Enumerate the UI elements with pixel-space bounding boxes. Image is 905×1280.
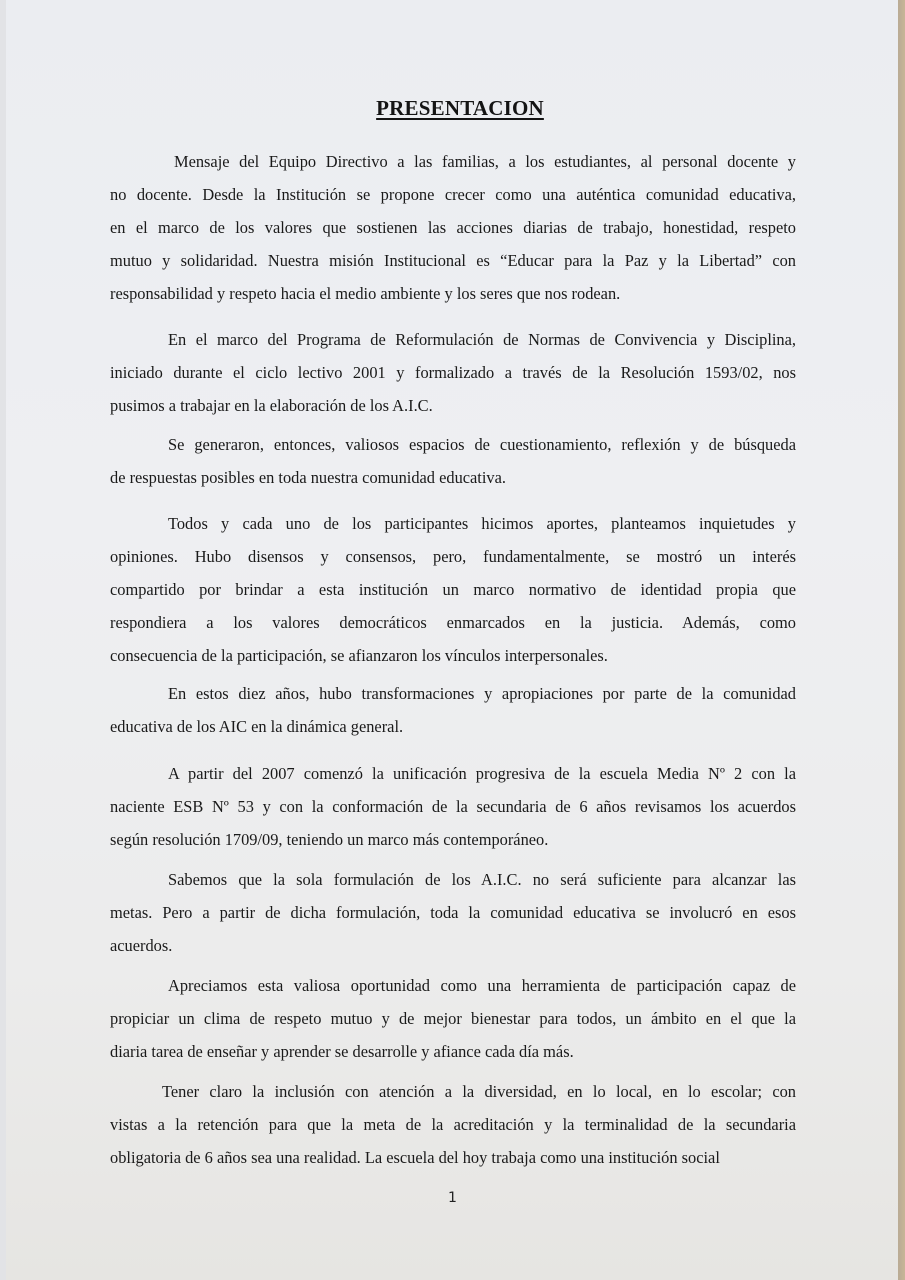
paragraph-line: Todos y cada uno de los participantes hicimos aportes, planteamos inquietudes y	[168, 514, 796, 533]
paragraph-line: de respuestas posibles en toda nuestra comunidad educativa.	[110, 468, 506, 487]
paragraph-line: propiciar un clima de respeto mutuo y de mejor bienestar para todos, un ámbito en el que la	[110, 1009, 796, 1028]
paragraph-line: Apreciamos esta valiosa oportunidad como una herramienta de participación capaz de	[168, 976, 796, 995]
paragraph	[110, 323, 796, 422]
paragraph-line: Se generaron, entonces, valiosos espacios de cuestionamiento, reflexión y de búsqueda	[168, 435, 796, 454]
paragraph	[110, 863, 796, 962]
paragraph-line: A partir del 2007 comenzó la unificación progresiva de la escuela Media Nº 2 con la	[168, 764, 796, 783]
paragraph	[110, 428, 796, 494]
paragraph-line: no docente. Desde la Institución se propone crecer como una auténtica comunidad educativa,	[110, 185, 796, 204]
page-title: PRESENTACION	[376, 96, 544, 120]
page-right-edge	[898, 0, 905, 1280]
paragraph-line: Mensaje del Equipo Directivo a las familias, a los estudiantes, al personal docente y	[174, 152, 796, 171]
paragraph-line: mutuo y solidaridad. Nuestra misión Institucional es “Educar para la Paz y la Libertad” con	[110, 251, 796, 270]
paragraph	[110, 969, 796, 1068]
paragraph-line: obligatoria de 6 años sea una realidad. La escuela del hoy trabaja como una institución social	[110, 1148, 720, 1167]
paragraph-line: iniciado durante el ciclo lectivo 2001 y formalizado a través de la Resolución 1593/02, nos	[110, 363, 796, 382]
paragraph-line: naciente ESB Nº 53 y con la conformación de la secundaria de 6 años revisamos los acuerdos	[110, 797, 796, 816]
paragraph	[110, 1075, 796, 1174]
paragraph-line: respondiera a los valores democráticos enmarcados en la justicia. Además, como	[110, 613, 796, 632]
paragraph-line: acuerdos.	[110, 936, 173, 955]
page-number: 1	[448, 1190, 457, 1206]
paragraph	[110, 507, 796, 672]
paragraph-line: metas. Pero a partir de dicha formulación, toda la comunidad educativa se involucró en esos	[110, 903, 796, 922]
paragraph-line: diaria tarea de enseñar y aprender se desarrolle y afiance cada día más.	[110, 1042, 574, 1061]
paragraph-line: Tener claro la inclusión con atención a la diversidad, en lo local, en lo escolar; con	[162, 1082, 796, 1101]
paragraph-line: según resolución 1709/09, teniendo un marco más contemporáneo.	[110, 830, 549, 849]
paragraph-line: en el marco de los valores que sostienen las acciones diarias de trabajo, honestidad, respeto	[110, 218, 796, 237]
paragraph	[110, 145, 796, 310]
paragraph-line: En el marco del Programa de Reformulación de Normas de Convivencia y Disciplina,	[168, 330, 796, 349]
paragraph-line: vistas a la retención para que la meta de la acreditación y la terminalidad de la secundaria	[110, 1115, 796, 1134]
paragraph-line: En estos diez años, hubo transformaciones y apropiaciones por parte de la comunidad	[168, 684, 796, 703]
paragraph-line: consecuencia de la participación, se afianzaron los vínculos interpersonales.	[110, 646, 608, 665]
paragraph-line: responsabilidad y respeto hacia el medio ambiente y los seres que nos rodean.	[110, 284, 621, 303]
paragraph-line: Sabemos que la sola formulación de los A.I.C. no será suficiente para alcanzar las	[168, 870, 796, 889]
paragraph-line: opiniones. Hubo disensos y consensos, pero, fundamentalmente, se mostró un interés	[110, 547, 796, 566]
paragraph	[110, 677, 796, 743]
paragraph-line: compartido por brindar a esta institución un marco normativo de identidad propia que	[110, 580, 796, 599]
paragraph-line: pusimos a trabajar en la elaboración de los A.I.C.	[110, 396, 433, 415]
paragraph	[110, 757, 796, 856]
paragraph-line: educativa de los AIC en la dinámica general.	[110, 717, 404, 736]
